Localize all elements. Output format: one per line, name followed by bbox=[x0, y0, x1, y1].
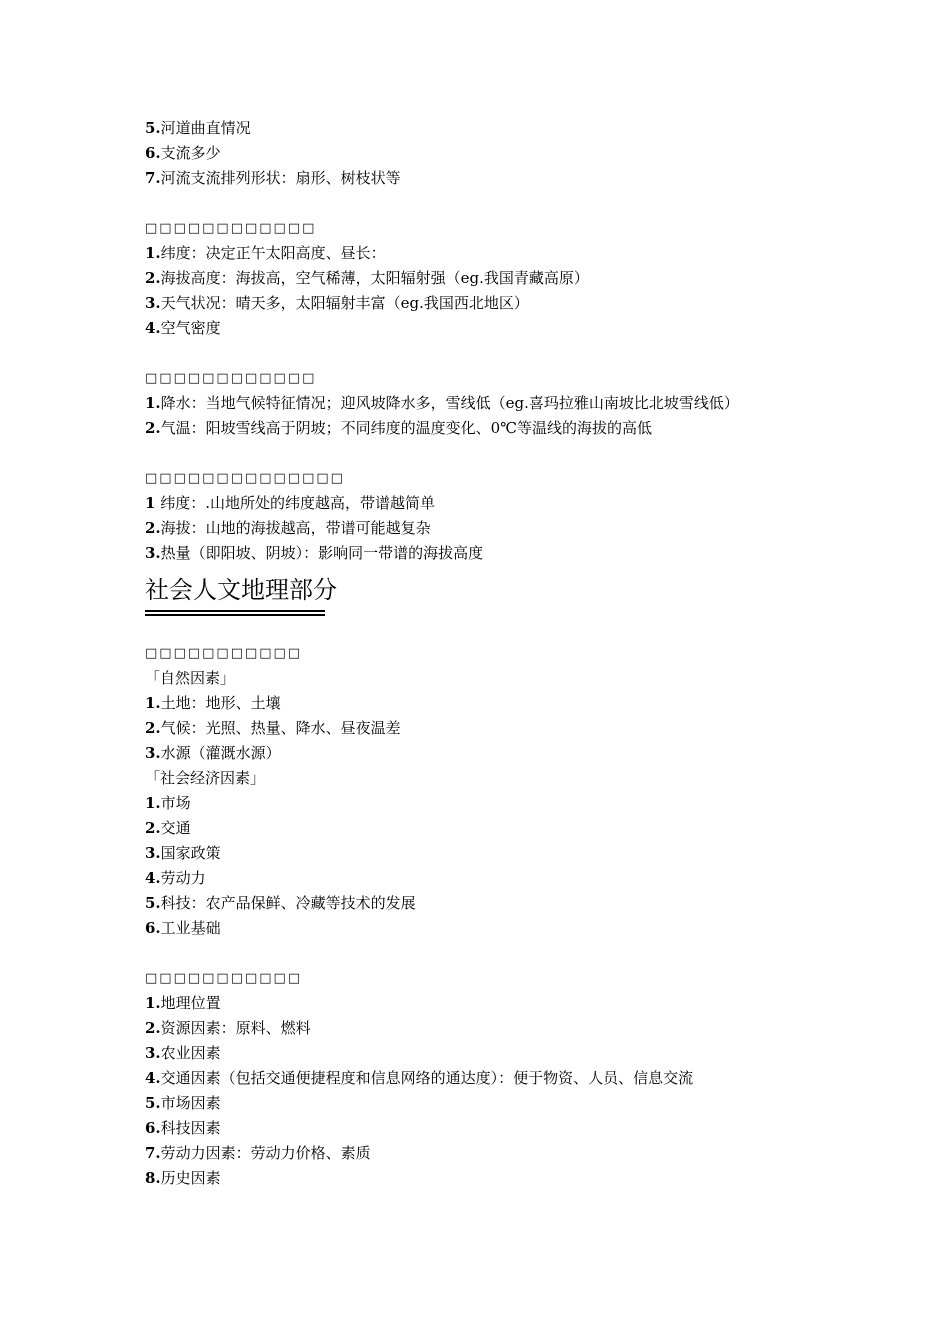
list-item: 6.工业基础 bbox=[145, 919, 221, 937]
section-heading: □□□□□□□□□□□ bbox=[145, 971, 303, 986]
list-item: 1.降水：当地气候特征情况；迎风坡降水多，雪线低（eg.喜玛拉雅山南坡比北坡雪线低） bbox=[145, 394, 739, 412]
list-item: 2.海拔高度：海拔高，空气稀薄，太阳辐射强（eg.我国青藏高原） bbox=[145, 269, 589, 287]
list-item: 2.海拔：山地的海拔越高，带谱可能越复杂 bbox=[145, 519, 431, 537]
list-item: 6.支流多少 bbox=[145, 144, 221, 162]
subsection-label: 「社会经济因素」 bbox=[145, 769, 266, 787]
list-item: 4.空气密度 bbox=[145, 319, 221, 337]
list-item: 6.科技因素 bbox=[145, 1119, 221, 1137]
industry-location-factors bbox=[145, 966, 905, 1191]
section-heading: □□□□□□□□□□□□ bbox=[145, 371, 317, 386]
agriculture-location-factors bbox=[145, 641, 905, 941]
section-heading: □□□□□□□□□□□□□□ bbox=[145, 471, 345, 486]
list-item: 1.市场 bbox=[145, 794, 191, 812]
list-item: 4.劳动力 bbox=[145, 869, 206, 887]
list-item: 7.河流支流排列形状：扇形、树枝状等 bbox=[145, 169, 401, 187]
section-heading: □□□□□□□□□□□ bbox=[145, 646, 303, 661]
list-item: 2.资源因素：原料、燃料 bbox=[145, 1019, 311, 1037]
list-item: 2.交通 bbox=[145, 819, 191, 837]
section-heading: □□□□□□□□□□□□ bbox=[145, 221, 317, 236]
snowline-factors bbox=[145, 366, 905, 441]
list-item: 5.河道曲直情况 bbox=[145, 119, 251, 137]
document-page bbox=[145, 116, 905, 1191]
list-item: 2.气候：光照、热量、降水、昼夜温差 bbox=[145, 719, 401, 737]
list-item: 1 纬度：.山地所处的纬度越高，带谱越简单 bbox=[145, 494, 435, 512]
list-item: 1.纬度：决定正午太阳高度、昼长： bbox=[145, 244, 386, 262]
section-title-block bbox=[145, 572, 905, 616]
list-item: 7.劳动力因素：劳动力价格、素质 bbox=[145, 1144, 371, 1162]
page-title: 社会人文地理部分 bbox=[145, 576, 337, 604]
list-item: 8.历史因素 bbox=[145, 1169, 221, 1187]
solar-radiation-factors bbox=[145, 216, 905, 341]
list-item: 4.交通因素（包括交通便捷程度和信息网络的通达度）：便于物资、人员、信息交流 bbox=[145, 1069, 694, 1087]
vertical-zonation-factors bbox=[145, 466, 905, 566]
list-item: 1.地理位置 bbox=[145, 994, 221, 1012]
list-item: 3.天气状况：晴天多，太阳辐射丰富（eg.我国西北地区） bbox=[145, 294, 529, 312]
list-item: 5.市场因素 bbox=[145, 1094, 221, 1112]
list-item: 3.热量（即阳坡、阴坡）：影响同一带谱的海拔高度 bbox=[145, 544, 484, 562]
list-item: 1.土地：地形、土壤 bbox=[145, 694, 281, 712]
list-item: 3.国家政策 bbox=[145, 844, 221, 862]
river-factors-list bbox=[145, 116, 905, 191]
subsection-label: 「自然因素」 bbox=[145, 669, 236, 687]
list-item: 3.水源（灌溉水源） bbox=[145, 744, 281, 762]
list-item: 5.科技：农产品保鲜、冷藏等技术的发展 bbox=[145, 894, 416, 912]
list-item: 2.气温：阳坡雪线高于阴坡；不同纬度的温度变化、0℃等温线的海拔的高低 bbox=[145, 419, 652, 437]
list-item: 3.农业因素 bbox=[145, 1044, 221, 1062]
